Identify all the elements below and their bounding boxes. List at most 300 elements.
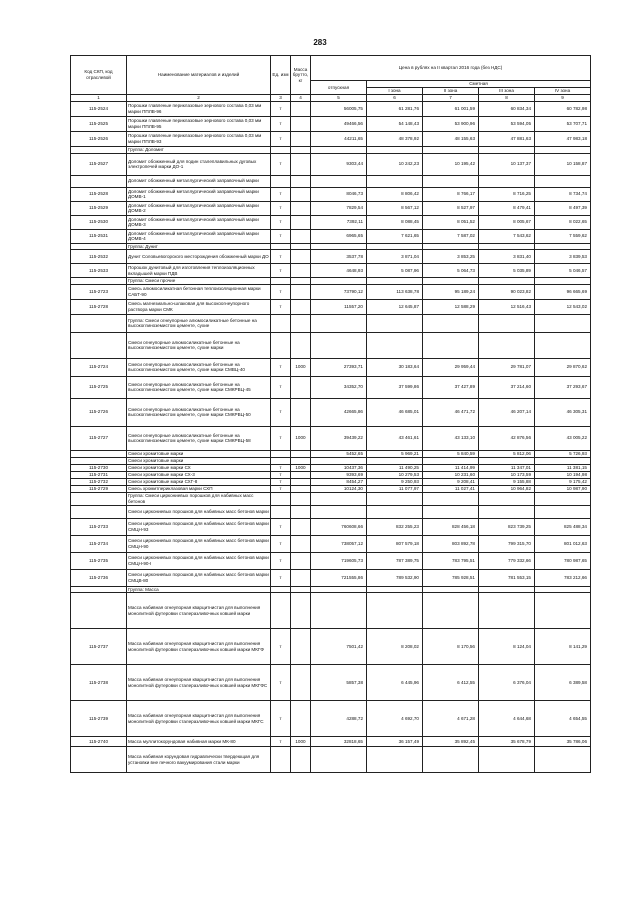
zone1-price: 832 255,23 xyxy=(367,518,423,535)
table-row xyxy=(71,147,591,154)
item-mass xyxy=(291,629,311,665)
zone3-price: 29 781,07 xyxy=(479,358,535,376)
column-number: 1 xyxy=(71,95,127,102)
zone3-price: 7 543,62 xyxy=(479,229,535,243)
table-row xyxy=(71,450,591,457)
table-row xyxy=(71,278,591,285)
release-price xyxy=(311,747,367,773)
table-body xyxy=(71,102,591,773)
table-row xyxy=(71,215,591,229)
zone1-price: 37 599,86 xyxy=(367,376,423,398)
release-price: 39439,22 xyxy=(311,426,367,450)
item-mass xyxy=(291,701,311,737)
zone2-price: 4 671,28 xyxy=(423,701,479,737)
zone2-price xyxy=(423,747,479,773)
header-mass: Масса брутто, кг xyxy=(291,56,311,95)
column-number: 2 xyxy=(127,95,271,102)
zone3-price xyxy=(479,586,535,593)
zone4-price: 801 012,63 xyxy=(535,535,591,552)
zone4-price: 10 987,90 xyxy=(535,485,591,492)
table-row xyxy=(71,492,591,505)
table-row xyxy=(71,478,591,485)
item-code: 115-2533 xyxy=(71,264,127,278)
zone3-price: 781 553,15 xyxy=(479,569,535,586)
item-mass xyxy=(291,586,311,593)
release-price: 760608,66 xyxy=(311,518,367,535)
zone1-price xyxy=(367,175,423,187)
item-name: Смеси хромитовые марки СХ xyxy=(127,464,271,471)
zone3-price: 53 594,05 xyxy=(479,117,535,132)
table-row xyxy=(71,398,591,426)
item-mass xyxy=(291,471,311,478)
item-unit: т xyxy=(271,485,291,492)
zone3-price: 10 964,82 xyxy=(479,485,535,492)
table-header xyxy=(71,56,591,102)
zone4-price: 29 870,62 xyxy=(535,358,591,376)
zone3-price: 42 876,56 xyxy=(479,426,535,450)
item-mass xyxy=(291,229,311,243)
item-name: Масса муллитокорундовая набивная марки МК-80 xyxy=(127,737,271,747)
item-code: 115-2737 xyxy=(71,629,127,665)
zone2-price: 35 892,45 xyxy=(423,737,479,747)
table-row xyxy=(71,569,591,586)
table-row xyxy=(71,665,591,701)
item-code: 115-2732 xyxy=(71,478,127,485)
zone4-price: 8 497,39 xyxy=(535,201,591,215)
zone1-price: 46 685,01 xyxy=(367,398,423,426)
zone4-price: 9 175,42 xyxy=(535,478,591,485)
zone1-price: 43 461,61 xyxy=(367,426,423,450)
item-mass xyxy=(291,243,311,250)
item-unit: т xyxy=(271,102,291,117)
release-price: 721555,86 xyxy=(311,569,367,586)
item-code xyxy=(71,147,127,154)
zone2-price xyxy=(423,586,479,593)
release-price: 4288,72 xyxy=(311,701,367,737)
table-row xyxy=(71,264,591,278)
item-mass xyxy=(291,314,311,332)
zone4-price xyxy=(535,492,591,505)
item-unit: т xyxy=(271,701,291,737)
item-code: 115-2724 xyxy=(71,358,127,376)
header-price-title: Цена в рублях на II квартал 2016 года (без НДС) xyxy=(311,56,591,81)
zone4-price xyxy=(535,505,591,518)
item-unit: т xyxy=(271,153,291,175)
zone3-price: 8 716,25 xyxy=(479,187,535,201)
zone2-price xyxy=(423,314,479,332)
table-row xyxy=(71,471,591,478)
zone1-price: 787 389,75 xyxy=(367,552,423,569)
item-code: 115-2527 xyxy=(71,153,127,175)
release-price xyxy=(311,332,367,358)
zone2-price: 783 795,51 xyxy=(423,552,479,569)
zone4-price: 46 305,31 xyxy=(535,398,591,426)
item-unit: т xyxy=(271,464,291,471)
zone4-price xyxy=(535,278,591,285)
item-name: Порошки главленые периклазовые зернового состава 0,03 мм марки ППЛВ-96 xyxy=(127,102,271,117)
item-code xyxy=(71,457,127,464)
item-unit xyxy=(271,492,291,505)
release-price: 7501,42 xyxy=(311,629,367,665)
zone3-price: 9 155,88 xyxy=(479,478,535,485)
item-code xyxy=(71,314,127,332)
zone4-price: 10 158,87 xyxy=(535,153,591,175)
zone3-price: 35 678,79 xyxy=(479,737,535,747)
item-unit: т xyxy=(271,569,291,586)
zone1-price: 8 088,45 xyxy=(367,215,423,229)
zone4-price: 8 734,74 xyxy=(535,187,591,201)
zone1-price: 5 969,21 xyxy=(367,450,423,457)
table-row xyxy=(71,358,591,376)
zone2-price: 803 892,78 xyxy=(423,535,479,552)
zone3-price xyxy=(479,492,535,505)
item-code: 115-2740 xyxy=(71,737,127,747)
zone2-price: 8 766,17 xyxy=(423,187,479,201)
zone4-price: 8 141,29 xyxy=(535,629,591,665)
item-mass xyxy=(291,747,311,773)
release-price: 56005,75 xyxy=(311,102,367,117)
release-price: 6965,65 xyxy=(311,229,367,243)
release-price xyxy=(311,457,367,464)
zone3-price: 8 005,67 xyxy=(479,215,535,229)
zone2-price: 11 027,41 xyxy=(423,485,479,492)
zone1-price xyxy=(367,586,423,593)
item-unit xyxy=(271,593,291,629)
header-name: Наименование материалов и изделий xyxy=(127,56,271,95)
zone3-price: 5 812,06 xyxy=(479,450,535,457)
item-mass xyxy=(291,284,311,299)
item-unit xyxy=(271,147,291,154)
item-code xyxy=(71,586,127,593)
zone4-price: 53 707,71 xyxy=(535,117,591,132)
item-unit xyxy=(271,586,291,593)
release-price xyxy=(311,586,367,593)
item-name: Смесь алюмосиликатная бетонная теплоизоляционная марки САБТ-90 xyxy=(127,284,271,299)
item-code: 115-2739 xyxy=(71,701,127,737)
item-name: Смеси циркониевых порошков для набивных масс бетонов марки СМЦН-90 xyxy=(127,535,271,552)
table-row xyxy=(71,426,591,450)
item-name: Доломит обожженный металлургический заправочный марки ДОМВ-3 xyxy=(127,215,271,229)
table-row xyxy=(71,629,591,665)
zone4-price xyxy=(535,332,591,358)
release-price: 8046,73 xyxy=(311,187,367,201)
table-row xyxy=(71,485,591,492)
table-row xyxy=(71,586,591,593)
item-unit: т xyxy=(271,478,291,485)
zone2-price xyxy=(423,175,479,187)
release-price: 49466,56 xyxy=(311,117,367,132)
item-unit: т xyxy=(271,629,291,665)
item-name: Смеси хромитовые марки СХГ-8 xyxy=(127,478,271,485)
item-code: 115-2730 xyxy=(71,464,127,471)
zone4-price: 96 665,69 xyxy=(535,284,591,299)
zone4-price: 60 782,98 xyxy=(535,102,591,117)
zone1-price: 807 579,18 xyxy=(367,535,423,552)
item-code: 115-2728 xyxy=(71,299,127,314)
zone2-price: 10 195,42 xyxy=(423,153,479,175)
zone2-price xyxy=(423,147,479,154)
header-zone3: III зона xyxy=(479,88,535,95)
item-name: Группа: Масса xyxy=(127,586,271,593)
item-name: Смеси огнеупорные алюмосиликатные бетонные на высокоглиноземистом цементе, сухие марки СМКРВЦ-45 xyxy=(127,376,271,398)
item-code: 115-2529 xyxy=(71,201,127,215)
zone2-price: 61 001,59 xyxy=(423,102,479,117)
item-name: Смеси хромитовые марки xyxy=(127,457,271,464)
release-price: 8454,27 xyxy=(311,478,367,485)
release-price: 73790,12 xyxy=(311,284,367,299)
zone3-price: 823 739,25 xyxy=(479,518,535,535)
column-number: 4 xyxy=(291,95,311,102)
item-mass xyxy=(291,278,311,285)
zone2-price: 12 588,29 xyxy=(423,299,479,314)
item-unit: т xyxy=(271,737,291,747)
item-mass xyxy=(291,102,311,117)
item-name: Смеси циркониевых порошков для набивных масс бетонов марки СМЦН-93 xyxy=(127,518,271,535)
column-number: 7 xyxy=(423,95,479,102)
zone2-price: 5 840,59 xyxy=(423,450,479,457)
zone4-price: 5 726,93 xyxy=(535,450,591,457)
zone2-price: 785 928,51 xyxy=(423,569,479,586)
table-row xyxy=(71,314,591,332)
zone1-price xyxy=(367,278,423,285)
zone4-price xyxy=(535,593,591,629)
zone2-price: 6 412,55 xyxy=(423,665,479,701)
column-number: 6 xyxy=(367,95,423,102)
item-unit: т xyxy=(271,132,291,147)
item-mass xyxy=(291,457,311,464)
item-code xyxy=(71,332,127,358)
column-number: 3 xyxy=(271,95,291,102)
zone2-price: 53 900,96 xyxy=(423,117,479,132)
item-mass xyxy=(291,478,311,485)
table-row xyxy=(71,593,591,629)
item-name: Масса набивная огнеупорная кварцитнистая для выполнения монолитной футеровки сталеразливочных ковшей марки МКГФ xyxy=(127,629,271,665)
zone1-price: 10 242,23 xyxy=(367,153,423,175)
item-code xyxy=(71,747,127,773)
item-unit xyxy=(271,747,291,773)
table-row xyxy=(71,102,591,117)
release-price: 5857,38 xyxy=(311,665,367,701)
table-row xyxy=(71,552,591,569)
zone4-price: 3 839,53 xyxy=(535,250,591,264)
release-price: 719605,73 xyxy=(311,552,367,569)
item-name: Смеси огнеупорные алюмосиликатные бетонные на высокоглиноземистом цементе, сухие марки СМКРВЦ-58 xyxy=(127,426,271,450)
item-name: Смеси огнеупорные алюмосиликатные бетонные на высокоглиноземистом цементе, сухие марки СМВЦ-40 xyxy=(127,358,271,376)
item-code: 115-2727 xyxy=(71,426,127,450)
zone4-price: 10 194,98 xyxy=(535,471,591,478)
release-price: 27393,71 xyxy=(311,358,367,376)
zone1-price xyxy=(367,314,423,332)
zone3-price xyxy=(479,332,535,358)
zone3-price: 6 376,04 xyxy=(479,665,535,701)
zone3-price xyxy=(479,147,535,154)
item-name: Доломит обожженный для подин сталеплавильных дуговых электропечей марки ДО-1 xyxy=(127,153,271,175)
zone2-price xyxy=(423,505,479,518)
item-mass xyxy=(291,153,311,175)
item-unit: т xyxy=(271,201,291,215)
column-number: 5 xyxy=(311,95,367,102)
zone2-price: 48 155,63 xyxy=(423,132,479,147)
table-row xyxy=(71,243,591,250)
release-price xyxy=(311,243,367,250)
release-price xyxy=(311,314,367,332)
item-code: 115-2736 xyxy=(71,569,127,586)
item-mass xyxy=(291,535,311,552)
zone3-price: 11 347,01 xyxy=(479,464,535,471)
release-price: 32818,65 xyxy=(311,737,367,747)
item-name: Масса набивная огнеупорная кварцитнистая для выполнения монолитной футеровки сталеразливочных ковшей марки xyxy=(127,593,271,629)
zone1-price: 3 871,04 xyxy=(367,250,423,264)
zone2-price xyxy=(423,278,479,285)
item-mass xyxy=(291,569,311,586)
zone3-price: 8 124,04 xyxy=(479,629,535,665)
zone1-price: 8 806,42 xyxy=(367,187,423,201)
table-row xyxy=(71,117,591,132)
zone2-price: 7 587,02 xyxy=(423,229,479,243)
release-price: 34352,70 xyxy=(311,376,367,398)
table-row xyxy=(71,518,591,535)
zone3-price xyxy=(479,243,535,250)
zone1-price xyxy=(367,147,423,154)
zone3-price: 10 173,59 xyxy=(479,471,535,478)
table-row xyxy=(71,229,591,243)
item-mass xyxy=(291,215,311,229)
item-code: 115-2738 xyxy=(71,665,127,701)
zone2-price: 9 208,41 xyxy=(423,478,479,485)
zone1-price xyxy=(367,243,423,250)
zone1-price: 7 621,65 xyxy=(367,229,423,243)
table-row xyxy=(71,332,591,358)
zone1-price: 5 087,96 xyxy=(367,264,423,278)
zone3-price: 4 644,68 xyxy=(479,701,535,737)
item-name: Доломит обожженный металлургический заправочный марки xyxy=(127,175,271,187)
zone2-price: 8 527,97 xyxy=(423,201,479,215)
item-code xyxy=(71,450,127,457)
zone4-price: 11 381,15 xyxy=(535,464,591,471)
item-mass xyxy=(291,332,311,358)
release-price xyxy=(311,147,367,154)
zone1-price xyxy=(367,457,423,464)
item-code xyxy=(71,243,127,250)
header-estimate: Сметная xyxy=(367,81,591,88)
zone4-price: 783 212,66 xyxy=(535,569,591,586)
item-name: Группа: Дунит xyxy=(127,243,271,250)
item-mass xyxy=(291,376,311,398)
item-unit xyxy=(271,332,291,358)
zone3-price: 5 035,89 xyxy=(479,264,535,278)
zone1-price: 6 445,96 xyxy=(367,665,423,701)
item-mass: 1000 xyxy=(291,464,311,471)
zone2-price xyxy=(423,593,479,629)
item-mass xyxy=(291,518,311,535)
table-row xyxy=(71,747,591,773)
release-price xyxy=(311,175,367,187)
item-unit xyxy=(271,505,291,518)
table-row xyxy=(71,701,591,737)
item-unit xyxy=(271,278,291,285)
zone1-price: 48 378,92 xyxy=(367,132,423,147)
zone4-price xyxy=(535,457,591,464)
item-mass xyxy=(291,264,311,278)
item-name: Группа: Смеси огнеупорные алюмосиликатные бетонные на высокоглиноземистом цементе, сухие xyxy=(127,314,271,332)
item-code: 115-2735 xyxy=(71,552,127,569)
release-price: 3537,78 xyxy=(311,250,367,264)
item-code xyxy=(71,593,127,629)
zone3-price: 60 834,34 xyxy=(479,102,535,117)
item-name: Смесь хромитпериклазовая марки СХП xyxy=(127,485,271,492)
item-unit xyxy=(271,450,291,457)
item-name: Группа: Доломит xyxy=(127,147,271,154)
table-row xyxy=(71,153,591,175)
zone1-price: 12 645,87 xyxy=(367,299,423,314)
zone4-price: 7 559,62 xyxy=(535,229,591,243)
item-unit: т xyxy=(271,187,291,201)
zone1-price xyxy=(367,747,423,773)
release-price: 10124,30 xyxy=(311,485,367,492)
item-code: 115-2725 xyxy=(71,376,127,398)
zone3-price: 46 207,14 xyxy=(479,398,535,426)
item-unit: т xyxy=(271,358,291,376)
item-name: Смеси хромитовые марки СХ-3 xyxy=(127,471,271,478)
item-unit xyxy=(271,457,291,464)
item-name: Порошки главленые периклазовые зернового состава 0,03 мм марки ППЛВ-95 xyxy=(127,117,271,132)
zone2-price: 10 231,60 xyxy=(423,471,479,478)
item-unit: т xyxy=(271,665,291,701)
table-row xyxy=(71,201,591,215)
zone1-price: 30 183,64 xyxy=(367,358,423,376)
item-code xyxy=(71,278,127,285)
item-mass xyxy=(291,132,311,147)
item-unit xyxy=(271,314,291,332)
item-code: 115-2524 xyxy=(71,102,127,117)
zone3-price: 779 332,66 xyxy=(479,552,535,569)
zone3-price: 90 023,82 xyxy=(479,284,535,299)
header-zone2: II зона xyxy=(423,88,479,95)
zone3-price xyxy=(479,175,535,187)
item-mass xyxy=(291,201,311,215)
table-row xyxy=(71,175,591,187)
zone1-price xyxy=(367,332,423,358)
zone2-price: 8 170,56 xyxy=(423,629,479,665)
zone1-price: 8 567,12 xyxy=(367,201,423,215)
zone3-price: 37 214,60 xyxy=(479,376,535,398)
item-unit xyxy=(271,175,291,187)
zone1-price: 54 148,43 xyxy=(367,117,423,132)
release-price: 738057,12 xyxy=(311,535,367,552)
zone2-price xyxy=(423,457,479,464)
item-mass xyxy=(291,552,311,569)
release-price: 7392,11 xyxy=(311,215,367,229)
item-mass xyxy=(291,665,311,701)
header-code: Код СКП, код отраслевой xyxy=(71,56,127,95)
item-unit: т xyxy=(271,398,291,426)
zone2-price: 8 051,52 xyxy=(423,215,479,229)
column-number: 8 xyxy=(479,95,535,102)
item-mass xyxy=(291,398,311,426)
zone2-price: 29 959,44 xyxy=(423,358,479,376)
item-unit xyxy=(271,243,291,250)
item-name: Смеси циркониевых порошков для набивных масс бетонов марки СМЦН-90-I xyxy=(127,552,271,569)
zone1-price xyxy=(367,492,423,505)
item-unit: т xyxy=(271,264,291,278)
zone1-price: 36 157,49 xyxy=(367,737,423,747)
zone4-price: 35 786,06 xyxy=(535,737,591,747)
zone1-price: 11 077,97 xyxy=(367,485,423,492)
zone1-price xyxy=(367,505,423,518)
table-row xyxy=(71,284,591,299)
item-unit: т xyxy=(271,376,291,398)
item-unit: т xyxy=(271,229,291,243)
